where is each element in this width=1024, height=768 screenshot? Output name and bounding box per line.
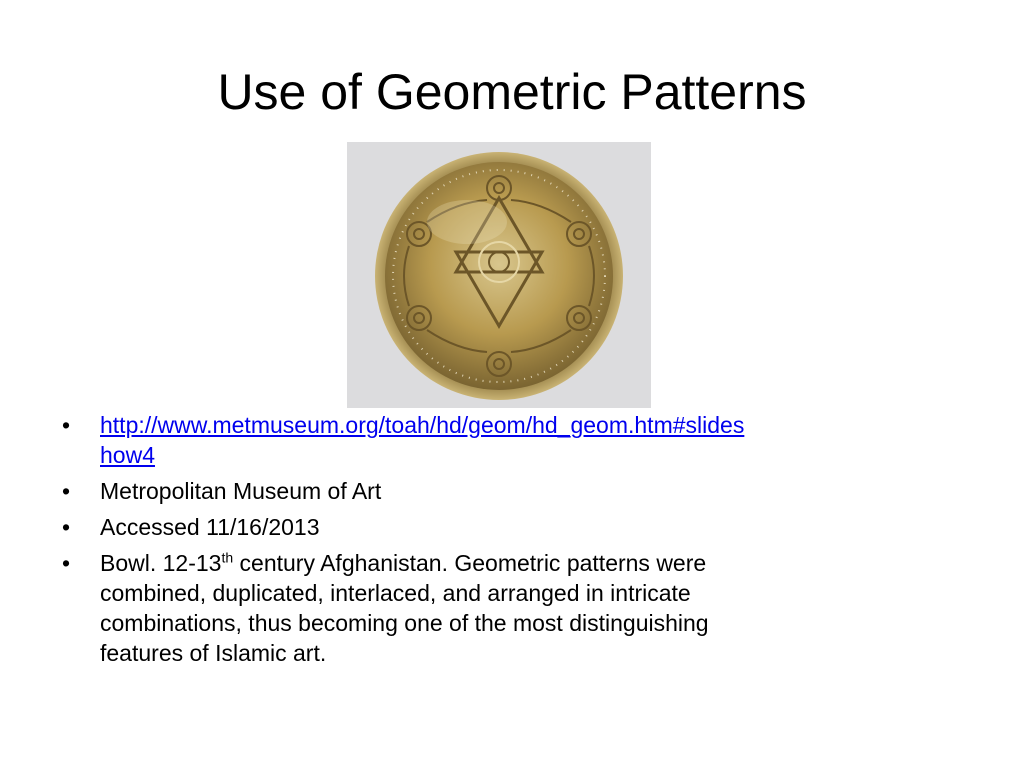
list-item-museum [62, 476, 962, 506]
museum-name: Metropolitan Museum of Art [100, 478, 382, 504]
accessed-date: Accessed 11/16/2013 [100, 514, 320, 540]
slide-title: Use of Geometric Patterns [217, 64, 807, 120]
description-line-4: features of Islamic art. [100, 640, 327, 666]
bullet-glyph: • [62, 514, 71, 540]
bullet-list [62, 410, 962, 674]
bowl-photo [347, 142, 651, 408]
list-item-accessed [62, 512, 962, 542]
bullet-glyph: • [62, 550, 71, 576]
list-item-link [62, 410, 962, 470]
bullet-glyph: • [62, 478, 71, 504]
description-line-3: combinations, thus becoming one of the most distinguishing [100, 610, 709, 636]
description-line-1: Bowl. 12-13th century Afghanistan. Geometric patterns were [100, 549, 707, 576]
bowl-illustration [347, 142, 651, 408]
bullet-glyph: • [62, 412, 71, 438]
source-link[interactable]: http://www.metmuseum.org/toah/hd/geom/hd_geom.htm#slides how4 [100, 412, 745, 468]
description-line-2: combined, duplicated, interlaced, and arranged in intricate [100, 580, 691, 606]
list-item-description [62, 548, 962, 668]
